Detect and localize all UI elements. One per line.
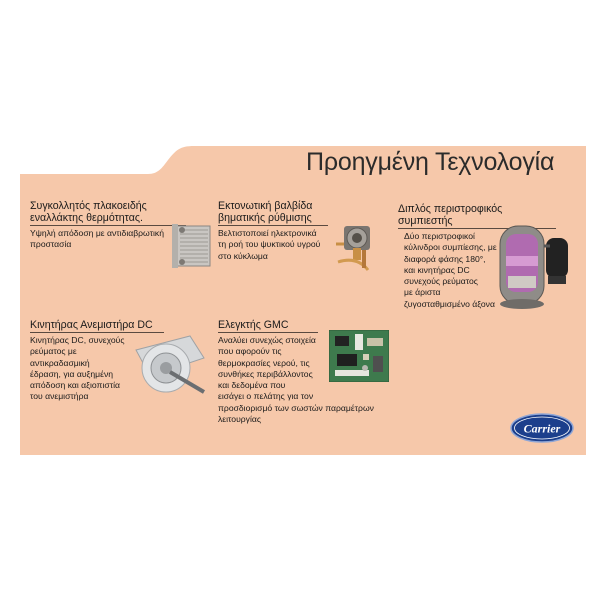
feature-heat-exchanger (30, 200, 186, 251)
feature-heading: Εκτονωτική βαλβίδα βηματικής ρύθμισης (218, 200, 328, 226)
expansion-valve-icon (326, 222, 380, 274)
feature-description: Βελτιστοποιεί ηλεκτρονικά τη ροή του ψυκτικού υγρού στο κύκλωμα (218, 228, 321, 261)
controller-board-icon (329, 330, 389, 382)
carrier-logo (510, 413, 574, 443)
fan-motor-icon (130, 330, 210, 400)
brand-name: Carrier (523, 421, 561, 436)
feature-description: Δύο περιστροφικοί κύλινδροι συμπίεσης, με διαφορά φάσης 180°, και κινητήρας DC συνεχούς ρεύματος με άριστα ζυγοσταθμισμένο άξονα (404, 231, 497, 309)
feature-heading: Ελεγκτής GMC (218, 319, 318, 333)
plate-heat-exchanger-icon (172, 222, 216, 270)
feature-description: Αναλύει συνεχώς στοιχεία που αφορούν τις θερμοκρασίες νερού, τις συνθήκες περιβάλλοντος και δεδομένα που εισάγει ο πελάτης για τον προσδιορισμό των σωστών παραμέτρων λειτουργίας (218, 335, 374, 425)
feature-heading: Κινητήρας Ανεμιστήρα DC (30, 319, 164, 333)
feature-heading: Διπλός περιστροφικός συμπιεστής (398, 203, 556, 229)
rotary-compressor-icon (494, 216, 578, 310)
feature-heading: Συγκολλητός πλακοειδής εναλλάκτης θερμότητας. (30, 200, 186, 226)
feature-description: Κινητήρας DC, συνεχούς ρεύματος με αντικραδασμική έδραση, για αυξημένη απόδοση και αξιοπιστία του ανεμιστήρα (30, 335, 125, 402)
feature-expansion-valve (218, 200, 328, 262)
feature-description: Υψηλή απόδοση με αντιδιαβρωτική προστασία (30, 228, 165, 250)
page-title: Προηγμένη Τεχνολογία (306, 148, 555, 176)
